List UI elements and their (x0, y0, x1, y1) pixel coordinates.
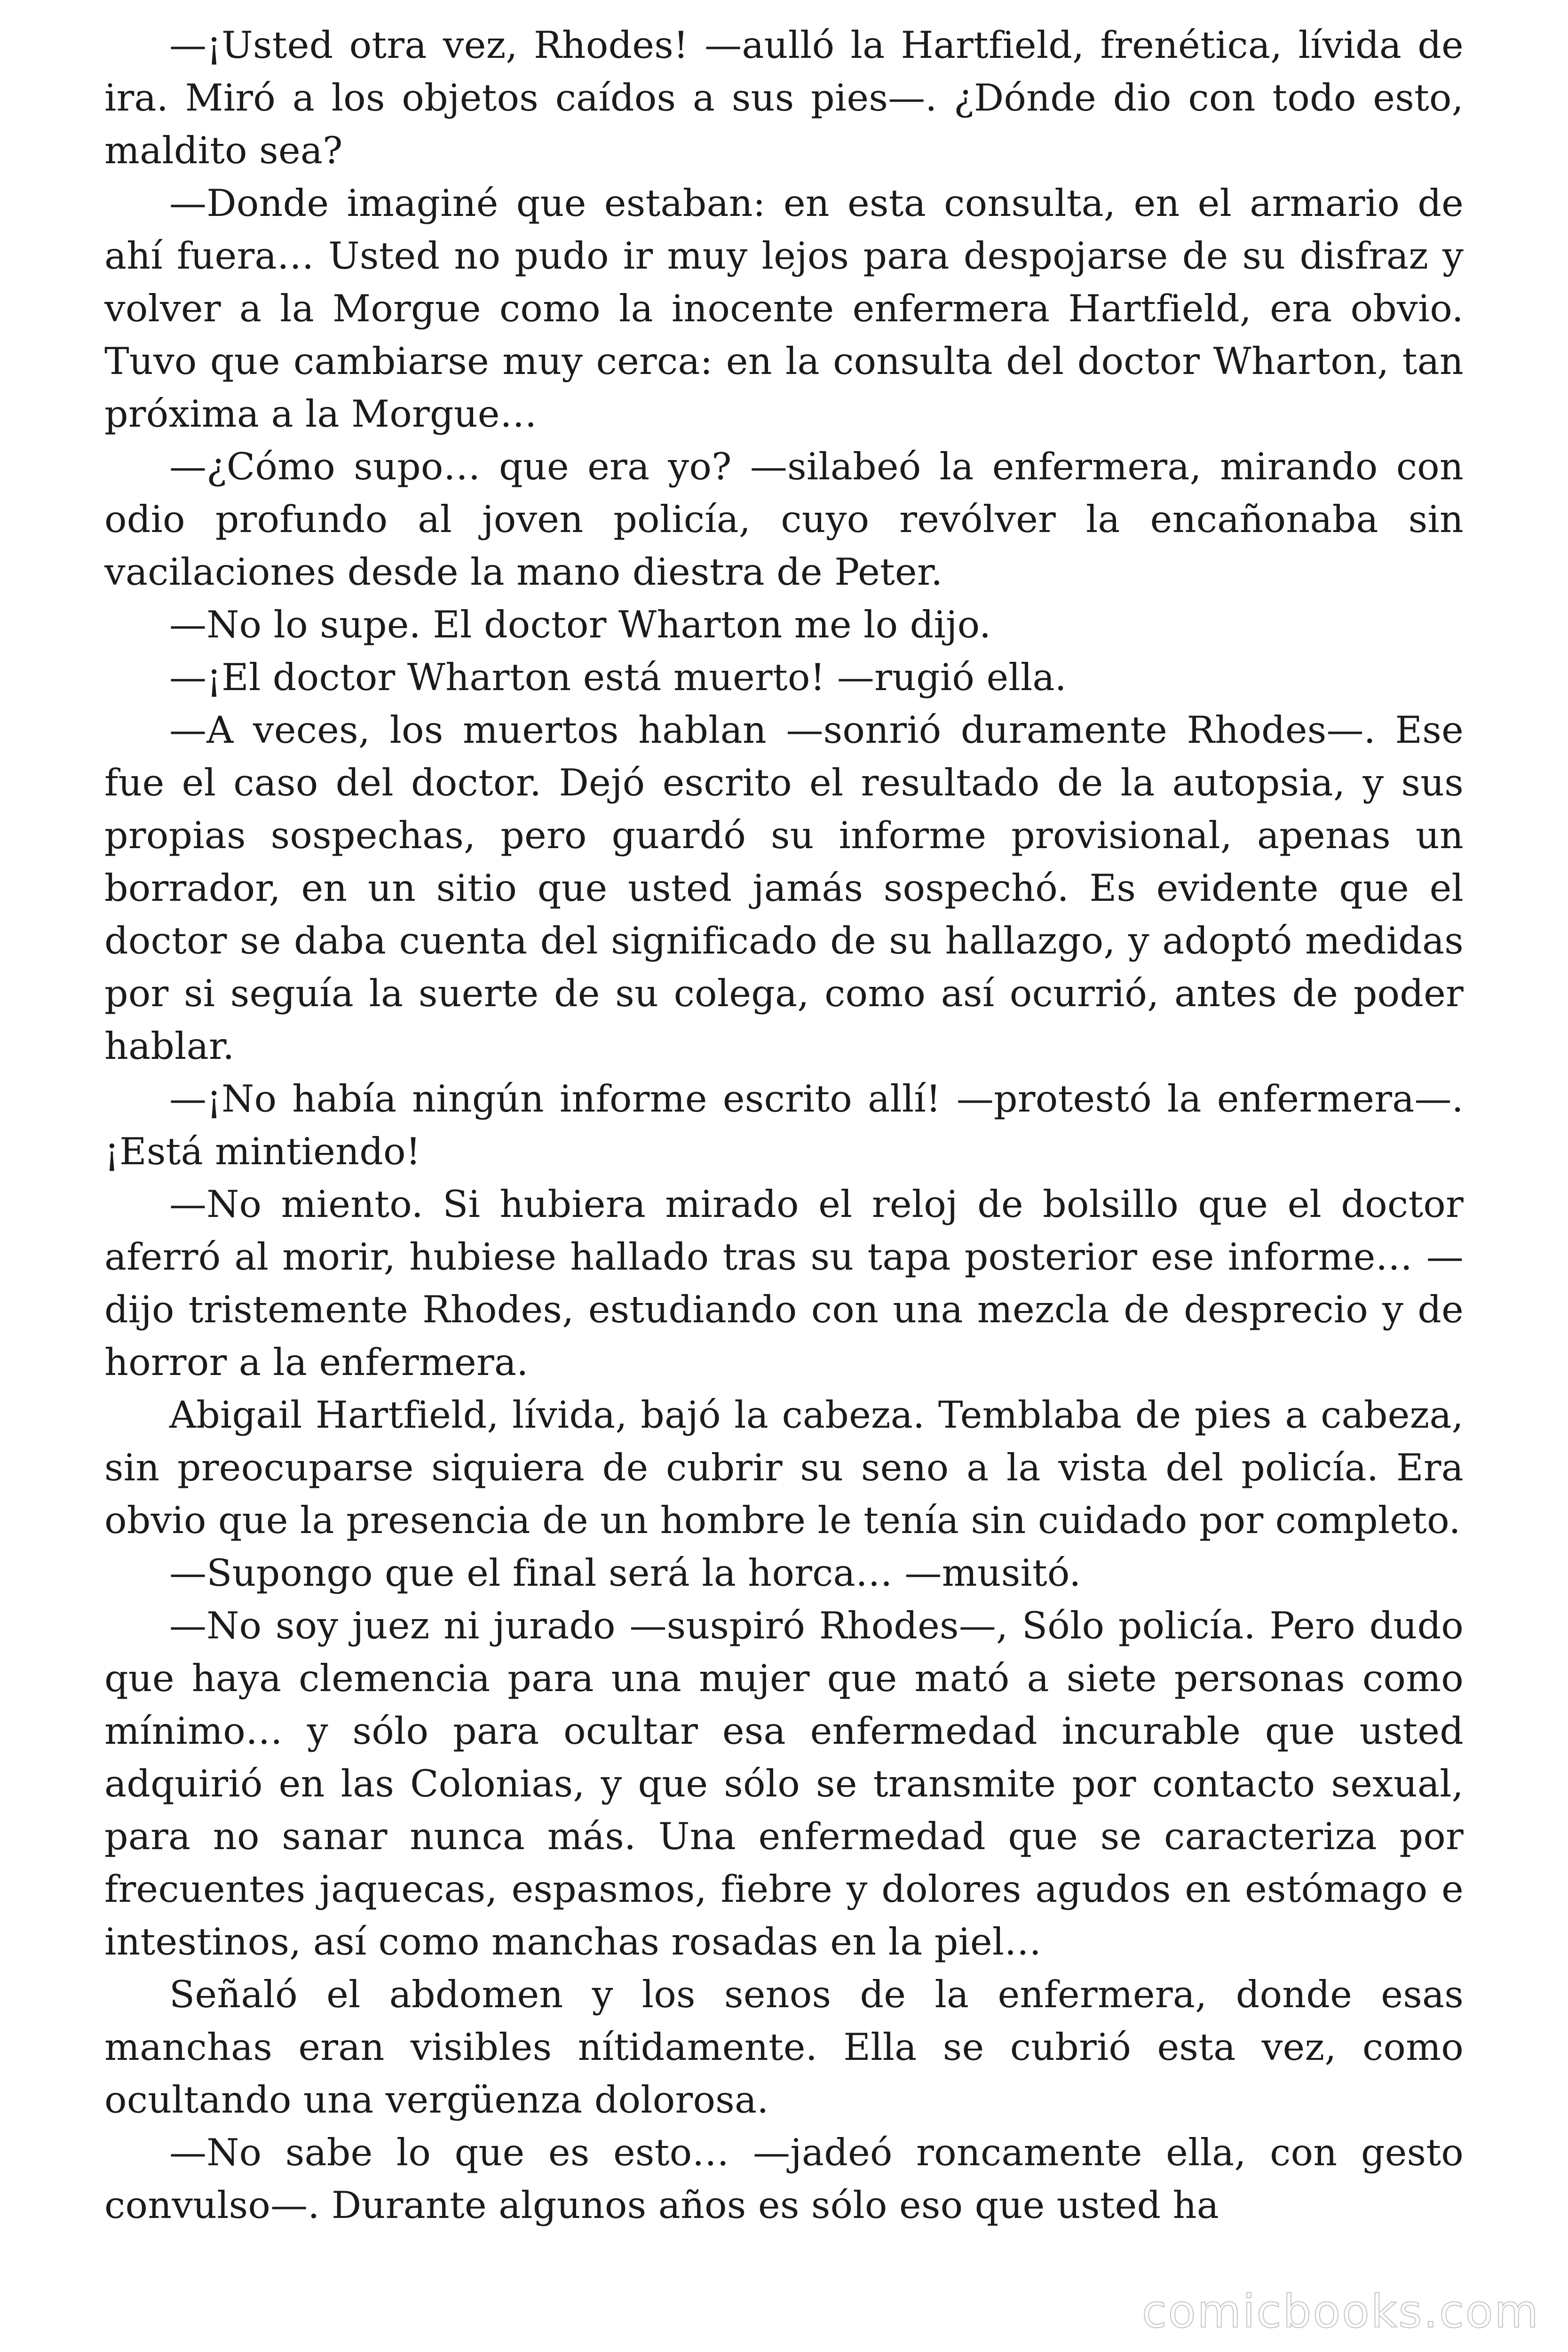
paragraph: —Donde imaginé que estaban: en esta consulta, en el armario de ahí fuera… Usted no pudo ir muy lejos para despojarse de su disfraz y volver a la Morgue como la inocente enfermera Hartfield, era obvio. Tuvo que cambiarse muy cerca: en la consulta del doctor Wharton, tan próxima a la Morgue… (104, 182, 1464, 436)
book-page (104, 19, 1464, 2305)
paragraph: —¡No había ningún informe escrito allí! —protestó la enfermera—. ¡Está mintiendo! (104, 1077, 1464, 1173)
paragraph: Abigail Hartfield, lívida, bajó la cabeza. Temblaba de pies a cabeza, sin preocuparse siquiera de cubrir su seno a la vista del policía. Era obvio que la presencia de un hombre le tenía sin cuidado por completo. (104, 1393, 1464, 1542)
paragraph: —A veces, los muertos hablan —sonrió duramente Rhodes—. Ese fue el caso del doctor. Dejó escrito el resultado de la autopsia, y sus propias sospechas, pero guardó su informe provisional, apenas un borrador, en un sitio que usted jamás sospechó. Es evidente que el doctor se daba cuenta del significado de su hallazgo, y adoptó medidas por si seguía la suerte de su colega, como así ocurrió, antes de poder hablar. (104, 708, 1464, 1068)
paragraph: —No miento. Si hubiera mirado el reloj de bolsillo que el doctor aferró al morir, hubiese hallado tras su tapa posterior ese informe… —dijo tristemente Rhodes, estudiando con una mezcla de desprecio y de horror a la enfermera. (104, 1183, 1464, 1384)
paragraph: Señaló el abdomen y los senos de la enfermera, donde esas manchas eran visibles nítidamente. Ella se cubrió esta vez, como ocultando una vergüenza dolorosa. (104, 1973, 1464, 2122)
watermark: comicbooks.com (1141, 2285, 1540, 2338)
paragraph: —¡El doctor Wharton está muerto! —rugió ella. (169, 656, 1067, 699)
paragraph: —¡Usted otra vez, Rhodes! —aulló la Hartfield, frenética, lívida de ira. Miró a los objetos caídos a sus pies—. ¿Dónde dio con todo esto, maldito sea? (104, 24, 1464, 172)
paragraph: —No lo supe. El doctor Wharton me lo dijo. (169, 603, 991, 646)
paragraph: —¿Cómo supo… que era yo? —silabeó la enfermera, mirando con odio profundo al joven policía, cuyo revólver la encañonaba sin vacilaciones desde la mano diestra de Peter. (104, 445, 1464, 594)
paragraph: —No sabe lo que es esto… —jadeó roncamente ella, con gesto convulso—. Durante algunos años es sólo eso que usted ha (104, 2131, 1464, 2227)
paragraph: —Supongo que el final será la horca… —musitó. (169, 1551, 1081, 1595)
paragraph: —No soy juez ni jurado —suspiró Rhodes—, Sólo policía. Pero dudo que haya clemencia para una mujer que mató a siete personas como mínimo… y sólo para ocultar esa enfermedad incurable que usted adquirió en las Colonias, y que sólo se transmite por contacto sexual, para no sanar nunca más. Una enfermedad que se caracteriza por frecuentes jaquecas, espasmos, fiebre y dolores agudos en estómago e intestinos, así como manchas rosadas en la piel… (104, 1604, 1464, 1963)
